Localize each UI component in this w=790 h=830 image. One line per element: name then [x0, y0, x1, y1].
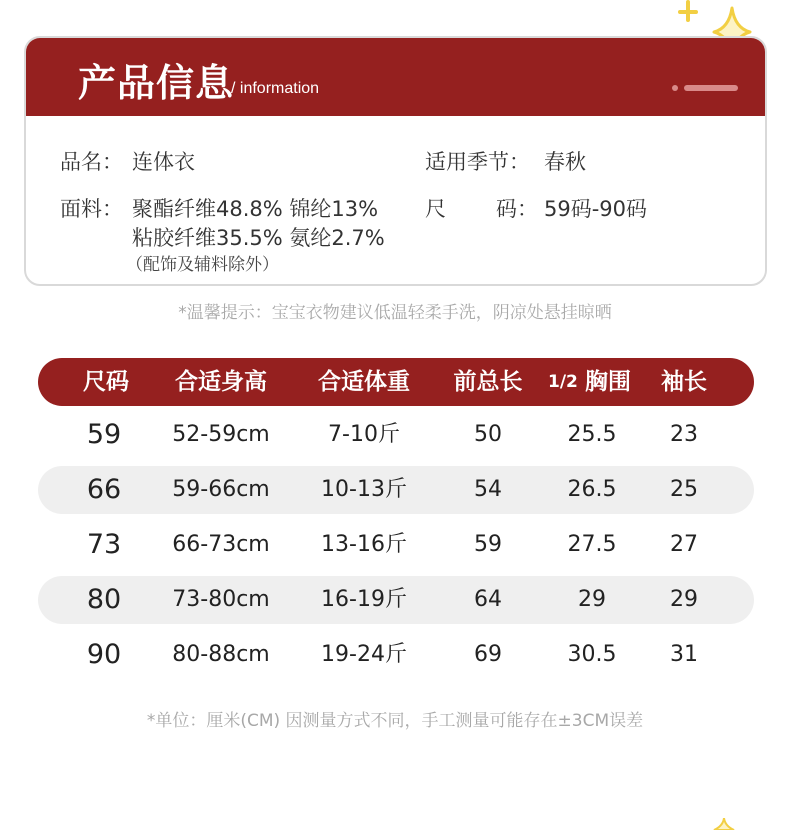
cell-length: 64: [474, 587, 502, 612]
cell-sleeve: 29: [670, 587, 698, 612]
info-title: 产品信息: [78, 61, 235, 105]
cell-length: 69: [474, 642, 502, 667]
size-table-header: [38, 358, 754, 406]
cell-chest: 25.5: [567, 422, 617, 447]
header-sleeve: 袖长: [661, 369, 707, 395]
header-length: 前总长: [453, 369, 523, 395]
cell-weight: 19-24斤: [321, 642, 407, 667]
cell-chest: 26.5: [567, 477, 617, 502]
header-half-prefix: 1/2: [548, 372, 578, 392]
header-line-decoration: [684, 85, 738, 91]
name-value: 连体衣: [132, 150, 195, 174]
cell-height: 73-80cm: [172, 587, 270, 612]
fabric-label: 面料：: [60, 197, 123, 221]
name-label: 品名：: [60, 150, 123, 174]
size-label-a: 尺: [425, 197, 446, 221]
cell-chest: 27.5: [567, 532, 617, 557]
cell-weight: 16-19斤: [321, 587, 407, 612]
fabric-note: （配饰及辅料除外）: [126, 255, 279, 275]
product-info-card: [24, 36, 767, 286]
sparkle-icon: [712, 818, 736, 830]
season-value: 春秋: [544, 150, 586, 174]
size-label-b: 码：: [496, 197, 538, 221]
cell-weight: 13-16斤: [321, 532, 407, 557]
cell-length: 50: [474, 422, 502, 447]
size-value: 59码-90码: [544, 197, 648, 221]
cell-length: 59: [474, 532, 502, 557]
cell-size: 73: [86, 529, 122, 560]
cell-height: 66-73cm: [172, 532, 270, 557]
cell-height: 59-66cm: [172, 477, 270, 502]
cell-length: 54: [474, 477, 502, 502]
cell-height: 52-59cm: [172, 422, 270, 447]
header-height: 合适身高: [175, 369, 267, 395]
cell-weight: 7-10斤: [328, 422, 400, 447]
season-label: 适用季节：: [425, 150, 530, 174]
cell-weight: 10-13斤: [321, 477, 407, 502]
info-subtitle: / information: [231, 80, 320, 97]
fabric-line-2: 粘胶纤维35.5% 氨纶2.7%: [132, 226, 385, 250]
cell-chest: 29: [578, 587, 606, 612]
cell-chest: 30.5: [567, 642, 617, 667]
header-chest: 胸围: [585, 369, 631, 395]
header-weight: 合适体重: [318, 369, 410, 395]
measurement-footnote: *单位：厘米(CM) 因测量方式不同，手工测量可能存在±3CM误差: [146, 711, 644, 731]
cell-size: 66: [86, 474, 122, 505]
info-header: [26, 38, 765, 116]
cell-sleeve: 23: [670, 422, 698, 447]
care-tip: *温馨提示：宝宝衣物建议低温轻柔手洗，阴凉处悬挂晾晒: [178, 303, 612, 323]
header-dot-decoration: [672, 85, 678, 91]
cell-sleeve: 31: [670, 642, 698, 667]
cell-size: 90: [86, 639, 122, 670]
cell-height: 80-88cm: [172, 642, 270, 667]
cell-size: 59: [86, 419, 122, 450]
header-size: 尺码: [83, 369, 129, 395]
cell-sleeve: 27: [670, 532, 698, 557]
fabric-line-1: 聚酯纤维48.8% 锦纶13%: [132, 197, 379, 221]
cell-size: 80: [86, 584, 122, 615]
cell-sleeve: 25: [670, 477, 698, 502]
